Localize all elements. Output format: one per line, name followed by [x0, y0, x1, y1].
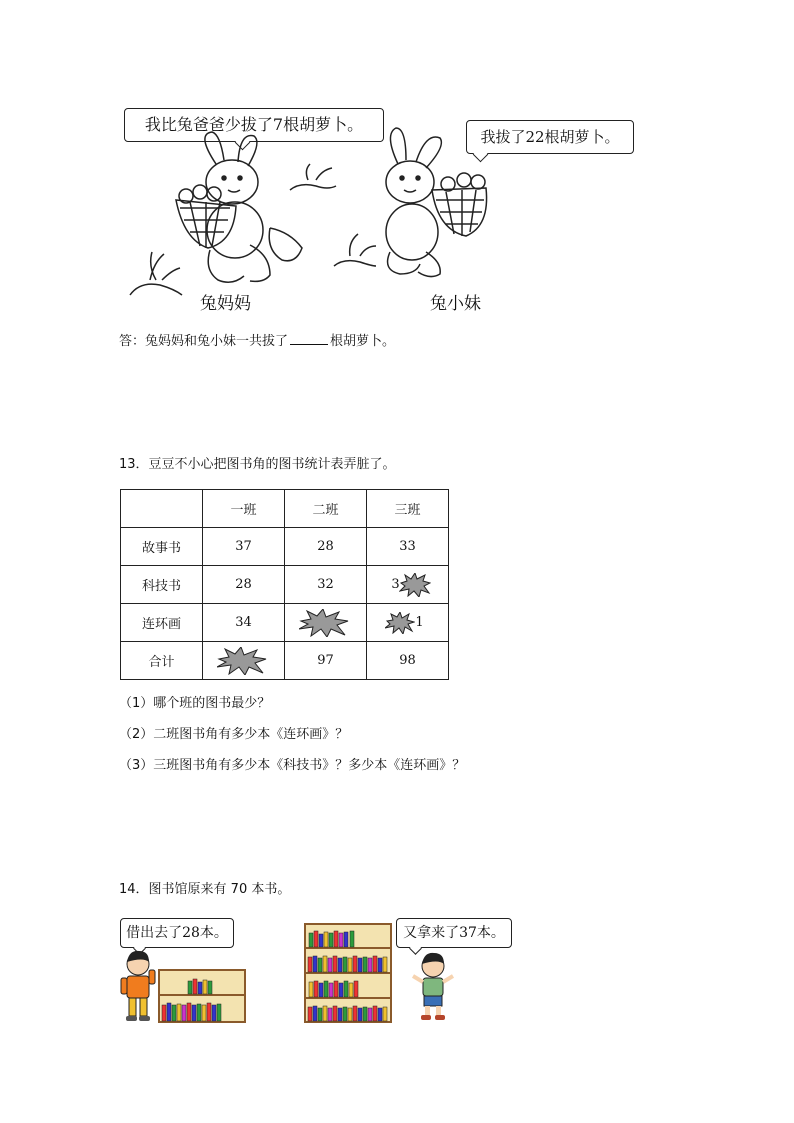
table-header-cell: 二班 — [285, 490, 367, 528]
book-stat-table — [120, 489, 449, 680]
question-13-sub-3: （3）三班图书角有多少本《科技书》？多少本《连环画》？ — [119, 758, 466, 773]
ink-stain-icon — [299, 609, 349, 637]
table-cell: 34 — [203, 604, 285, 642]
table-cell: 28 — [285, 528, 367, 566]
table-row — [121, 528, 449, 566]
sister-rabbit-icon — [386, 128, 487, 277]
left-speech-bubble — [120, 918, 234, 948]
boy-left-icon — [118, 950, 158, 1022]
table-row — [121, 566, 449, 604]
row-label: 合计 — [121, 642, 203, 680]
table-header-cell: 三班 — [367, 490, 449, 528]
table-row — [121, 604, 449, 642]
small-bookshelf-icon — [158, 969, 246, 1023]
carrot-top-icon — [290, 164, 336, 190]
ink-stain-icon — [217, 647, 267, 675]
question-14-title: 14．图书馆原来有 70 本书。 — [119, 882, 291, 897]
table-row — [121, 642, 449, 680]
question-13-sub-2: （2）二班图书角有多少本《连环画》？ — [119, 727, 349, 742]
rabbits-illustration — [120, 120, 500, 300]
sister-speech-text: 我拔了22根胡萝卜。 — [480, 128, 620, 146]
table-cell-stained — [367, 566, 449, 604]
question-13-sub-1: （1）哪个班的图书最少？ — [119, 696, 271, 711]
row-label: 故事书 — [121, 528, 203, 566]
answer-blank[interactable] — [290, 332, 328, 345]
question-13-title: 13．豆豆不小心把图书角的图书统计表弄脏了。 — [119, 457, 396, 472]
left-speech-text: 借出去了28本。 — [126, 925, 228, 941]
answer-suffix: 根胡萝卜。 — [330, 334, 396, 349]
row-label: 连环画 — [121, 604, 203, 642]
right-speech-text: 又拿来了37本。 — [403, 925, 505, 941]
table-cell-stained — [203, 642, 285, 680]
answer-line-12 — [119, 332, 395, 351]
sister-rabbit-label: 兔小妹 — [430, 294, 481, 314]
ink-stain-icon — [399, 573, 431, 597]
boy-right-icon — [410, 952, 456, 1022]
table-cell: 28 — [203, 566, 285, 604]
table-header-row — [121, 490, 449, 528]
partial-value: 3 — [391, 577, 400, 592]
table-cell-stained — [285, 604, 367, 642]
answer-prefix: 答：兔妈妈和兔小妹一共拔了 — [119, 334, 289, 349]
table-cell: 98 — [367, 642, 449, 680]
carrot-mid-icon — [334, 234, 376, 266]
carrot-left-icon — [130, 252, 182, 295]
table-cell: 97 — [285, 642, 367, 680]
right-speech-bubble — [396, 918, 512, 948]
mother-rabbit-label: 兔妈妈 — [200, 294, 251, 314]
table-header-cell: 一班 — [203, 490, 285, 528]
tall-bookshelf-icon — [304, 923, 392, 1023]
mother-speech-text: 我比兔爸爸少拔了7根胡萝卜。 — [144, 115, 364, 134]
mother-rabbit-icon — [176, 132, 302, 282]
table-cell-stained — [367, 604, 449, 642]
table-header-cell — [121, 490, 203, 528]
row-label: 科技书 — [121, 566, 203, 604]
table-cell: 33 — [367, 528, 449, 566]
partial-value: 1 — [415, 615, 424, 630]
ink-stain-icon — [385, 612, 415, 634]
table-cell: 37 — [203, 528, 285, 566]
table-cell: 32 — [285, 566, 367, 604]
